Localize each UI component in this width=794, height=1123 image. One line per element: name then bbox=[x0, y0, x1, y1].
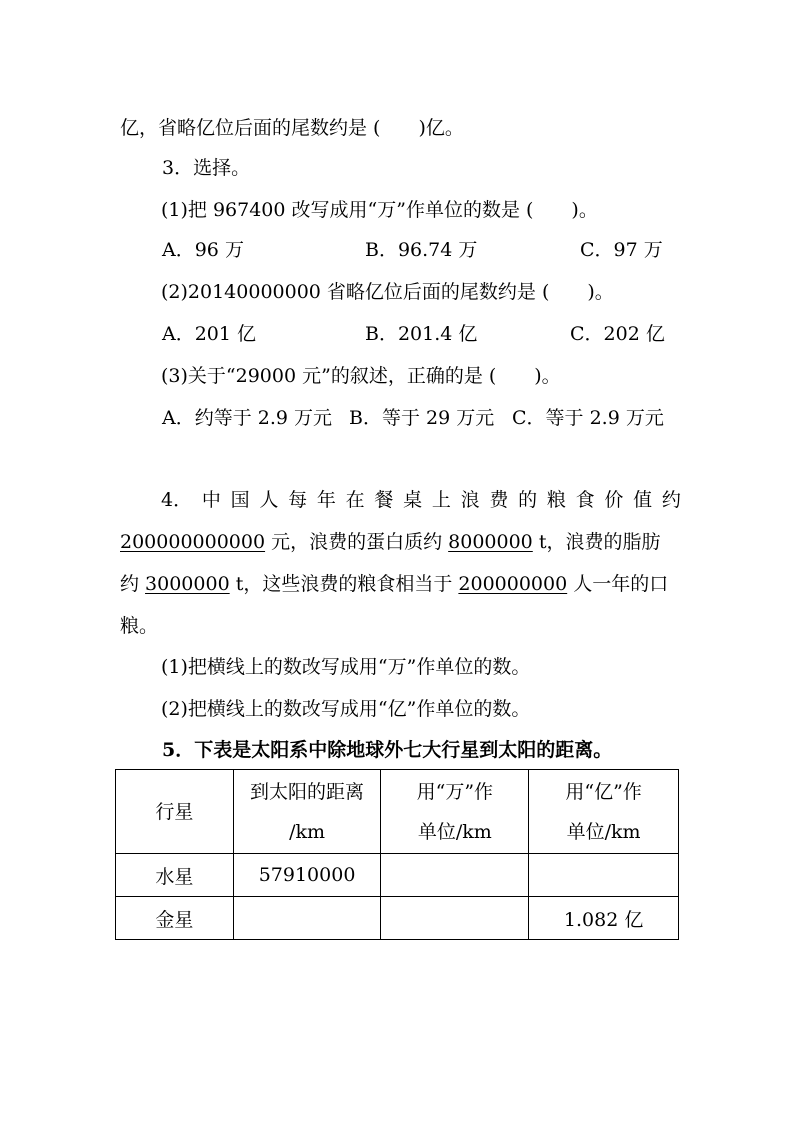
q4-char: 每 bbox=[288, 489, 308, 511]
q4-char: 食 bbox=[575, 489, 595, 511]
q4-fourth-line: 粮。 bbox=[120, 615, 159, 637]
q3-part3-option-b: B．等于 29 万元 bbox=[349, 407, 495, 429]
q3-part1-option-b: B．96.74 万 bbox=[365, 239, 478, 261]
q4-char: 粮 bbox=[546, 489, 566, 511]
underlined-number: 8000000 bbox=[448, 531, 533, 553]
header-yi-line1: 用“亿”作 bbox=[565, 780, 642, 803]
q3-part1-option-c: C．97 万 bbox=[580, 239, 663, 261]
header-distance bbox=[233, 770, 381, 854]
q4-text: 元，浪费的蛋白质约 bbox=[265, 531, 449, 553]
q3-title: 3．选择。 bbox=[162, 157, 251, 179]
q4-text: t，浪费的脂肪 bbox=[532, 531, 661, 553]
cell-yi: 1.082 亿 bbox=[529, 897, 679, 940]
q4-char: 餐 bbox=[374, 489, 394, 511]
q4-char: 在 bbox=[345, 489, 365, 511]
q3-part1-stem: (1)把 967400 改写成用“万”作单位的数是 ( )。 bbox=[161, 199, 598, 221]
cell-wan bbox=[381, 897, 529, 940]
header-planet: 行星 bbox=[116, 770, 234, 854]
q4-text: 人一年的口 bbox=[567, 573, 669, 595]
cell-planet: 水星 bbox=[116, 854, 234, 897]
q4-char: 约 bbox=[661, 489, 681, 511]
header-distance-line1: 到太阳的距离 bbox=[250, 780, 365, 803]
table-row bbox=[116, 897, 679, 940]
q4-first-line bbox=[161, 488, 681, 512]
q4-char: 4． bbox=[161, 489, 193, 511]
q4-char: 人 bbox=[259, 489, 279, 511]
table-row bbox=[116, 854, 679, 897]
cell-yi bbox=[529, 854, 679, 897]
q3-part2-option-b: B．201.4 亿 bbox=[365, 323, 478, 345]
q4-text: 约 bbox=[120, 573, 146, 595]
q4-char: 值 bbox=[633, 489, 653, 511]
header-wan-line1: 用“万”作 bbox=[416, 780, 494, 803]
q4-second-line bbox=[120, 530, 660, 554]
q4-char: 的 bbox=[518, 489, 538, 511]
q4-third-line bbox=[120, 572, 668, 596]
q3-part3-option-a: A．约等于 2.9 万元 bbox=[162, 407, 333, 429]
continued-question-line: 亿，省略亿位后面的尾数约是 ( )亿。 bbox=[120, 117, 464, 139]
q3-part1-option-a: A．96 万 bbox=[162, 239, 244, 261]
q4-sub2: (2)把横线上的数改写成用“亿”作单位的数。 bbox=[161, 698, 531, 720]
header-yi-line2: 单位/km bbox=[566, 820, 641, 843]
q4-char: 年 bbox=[316, 489, 336, 511]
header-distance-line2: /km bbox=[289, 820, 326, 843]
q4-sub1: (1)把横线上的数改写成用“万”作单位的数。 bbox=[161, 656, 531, 678]
cell-planet: 金星 bbox=[116, 897, 234, 940]
q4-char: 桌 bbox=[403, 489, 423, 511]
underlined-number: 200000000000 bbox=[120, 531, 266, 553]
q4-text: t，这些浪费的粮食相当于 bbox=[229, 573, 459, 595]
q4-char: 中 bbox=[201, 489, 221, 511]
q3-part2-option-a: A．201 亿 bbox=[162, 323, 257, 345]
q4-char: 价 bbox=[604, 489, 624, 511]
header-yi bbox=[529, 770, 679, 854]
planet-distance-table bbox=[115, 769, 679, 940]
q3-part3-option-c: C．等于 2.9 万元 bbox=[512, 407, 664, 429]
q3-part3-stem: (3)关于“29000 元”的叙述，正确的是 ( )。 bbox=[161, 365, 561, 387]
q5-title: 5．下表是太阳系中除地球外七大行星到太阳的距离。 bbox=[162, 739, 613, 761]
q4-char: 浪 bbox=[460, 489, 480, 511]
q4-char: 费 bbox=[489, 489, 509, 511]
underlined-number: 3000000 bbox=[145, 573, 230, 595]
cell-distance bbox=[233, 897, 381, 940]
q3-part2-stem: (2)20140000000 省略亿位后面的尾数约是 ( )。 bbox=[161, 281, 614, 303]
table-header-row bbox=[116, 770, 679, 854]
header-wan bbox=[381, 770, 529, 854]
cell-distance: 57910000 bbox=[233, 854, 381, 897]
q4-char: 上 bbox=[431, 489, 451, 511]
header-wan-line2: 单位/km bbox=[417, 820, 492, 843]
q3-part2-option-c: C．202 亿 bbox=[570, 323, 665, 345]
cell-wan bbox=[381, 854, 529, 897]
underlined-number: 200000000 bbox=[458, 573, 568, 595]
q4-char: 国 bbox=[230, 489, 250, 511]
